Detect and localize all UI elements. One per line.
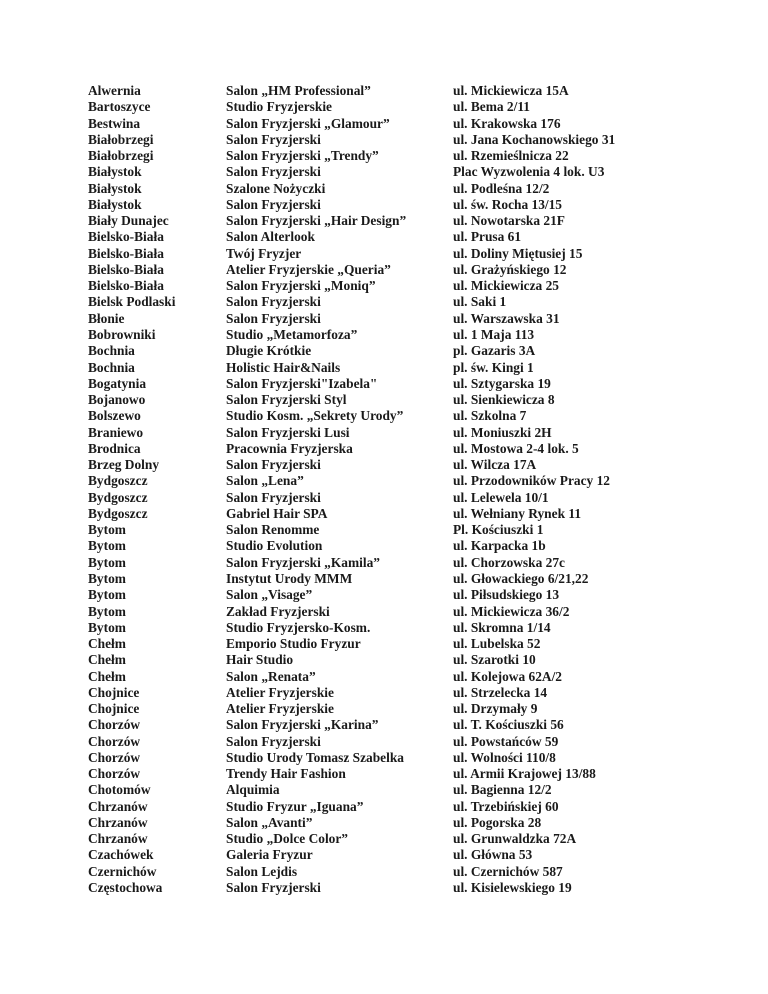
table-row [88, 473, 728, 489]
table-row [88, 392, 728, 408]
salon-name-cell: Studio Urody Tomasz Szabelka [226, 749, 404, 765]
address-cell: ul. Karpacka 1b [453, 538, 546, 554]
address-cell: ul. Wełniany Rynek 11 [453, 505, 582, 521]
city-cell: Chorzów [88, 733, 141, 749]
address-cell: ul. Wilcza 17A [453, 457, 537, 473]
salon-name-cell: Salon Fryzjerski „Hair Design” [226, 213, 407, 229]
table-row [88, 441, 728, 457]
salon-name-cell: Salon Fryzjerski „Karina” [226, 717, 379, 733]
salon-directory-table [88, 83, 728, 896]
address-cell: ul. Chorzowska 27c [453, 554, 565, 570]
salon-name-cell: Salon Fryzjerski Styl [226, 392, 347, 408]
city-cell: Bielsko-Biała [88, 245, 164, 261]
salon-name-cell: Salon „HM Professional” [226, 83, 371, 98]
address-cell: pl. św. Kingi 1 [453, 359, 534, 375]
table-row [88, 408, 728, 424]
salon-name-cell: Salon „Lena” [226, 473, 304, 489]
address-cell: ul. Nowotarska 21F [453, 213, 565, 229]
table-row [88, 717, 728, 733]
city-cell: Bydgoszcz [88, 473, 148, 489]
address-cell: ul. Czernichów 587 [453, 863, 563, 879]
city-cell: Chorzów [88, 749, 141, 765]
city-cell: Białystok [88, 180, 142, 196]
address-cell: ul. Armii Krajowej 13/88 [453, 766, 596, 782]
salon-name-cell: Salon Fryzjerski [226, 164, 321, 180]
address-cell: ul. Bema 2/11 [453, 99, 531, 115]
table-row [88, 555, 728, 571]
table-row [88, 229, 728, 245]
table-row [88, 457, 728, 473]
salon-name-cell: Salon Fryzjerski „Trendy” [226, 148, 379, 164]
salon-name-cell: Studio Kosm. „Sekrety Urody” [226, 408, 404, 424]
table-row [88, 197, 728, 213]
table-row [88, 132, 728, 148]
table-row [88, 181, 728, 197]
table-row [88, 99, 728, 115]
salon-name-cell: Zakład Fryzjerski [226, 603, 330, 619]
address-cell: ul. Sztygarska 19 [453, 375, 551, 391]
city-cell: Biały Dunajec [88, 213, 169, 229]
address-cell: ul. Piłsudskiego 13 [453, 587, 560, 603]
salon-name-cell: Salon Fryzjerski [226, 733, 321, 749]
table-row [88, 880, 728, 896]
city-cell: Bochnia [88, 343, 135, 359]
city-cell: Chorzów [88, 766, 141, 782]
address-cell: ul. Skromna 1/14 [453, 619, 551, 635]
table-row [88, 701, 728, 717]
address-cell: ul. Warszawska 31 [453, 310, 560, 326]
address-cell: ul. Krakowska 176 [453, 115, 561, 131]
salon-name-cell: Szalone Nożyczki [226, 180, 326, 196]
address-cell: ul. Główna 53 [453, 847, 533, 863]
city-cell: Bielsko-Biała [88, 278, 164, 294]
city-cell: Chojnice [88, 701, 140, 717]
salon-name-cell: Salon Fryzjerski Lusi [226, 424, 350, 440]
table-row [88, 864, 728, 880]
salon-name-cell: Trendy Hair Fashion [226, 766, 346, 782]
salon-name-cell: Salon „Avanti” [226, 814, 313, 830]
salon-name-cell: Salon Fryzjerski [226, 310, 321, 326]
table-row [88, 799, 728, 815]
address-cell: ul. Grunwaldzka 72A [453, 831, 577, 847]
address-cell: ul. Pogorska 28 [453, 814, 542, 830]
address-cell: ul. Moniuszki 2H [453, 424, 552, 440]
salon-name-cell: Salon Fryzjerski [226, 880, 321, 896]
address-cell: Pl. Kościuszki 1 [453, 522, 544, 538]
address-cell: ul. Szarotki 10 [453, 652, 536, 668]
salon-name-cell: Salon Alterlook [226, 229, 315, 245]
salon-name-cell: Atelier Fryzjerskie [226, 701, 334, 717]
city-cell: Bestwina [88, 115, 141, 131]
salon-name-cell: Studio „Metamorfoza” [226, 326, 358, 342]
address-cell: ul. Sienkiewicza 8 [453, 392, 555, 408]
address-cell: ul. Drzymały 9 [453, 701, 538, 717]
table-row [88, 831, 728, 847]
table-row [88, 213, 728, 229]
address-cell: ul. Doliny Miętusiej 15 [453, 245, 583, 261]
table-row [88, 360, 728, 376]
city-cell: Chrzanów [88, 831, 148, 847]
table-row [88, 278, 728, 294]
salon-name-cell: Salon Fryzjerski [226, 294, 321, 310]
table-row [88, 766, 728, 782]
city-cell: Chrzanów [88, 814, 148, 830]
salon-name-cell: Twój Fryzjer [226, 245, 302, 261]
salon-name-cell: Salon „Visage” [226, 587, 313, 603]
city-cell: Bielsko-Biała [88, 229, 164, 245]
table-row [88, 343, 728, 359]
table-row [88, 636, 728, 652]
salon-name-cell: Salon „Renata” [226, 668, 316, 684]
city-cell: Białystok [88, 164, 142, 180]
salon-name-cell: Salon Fryzjerski [226, 457, 321, 473]
table-row [88, 246, 728, 262]
city-cell: Bochnia [88, 359, 135, 375]
address-cell: ul. 1 Maja 113 [453, 326, 535, 342]
city-cell: Bydgoszcz [88, 505, 148, 521]
city-cell: Chojnice [88, 684, 140, 700]
city-cell: Błonie [88, 310, 125, 326]
salon-name-cell: Alquimia [226, 782, 280, 798]
salon-name-cell: Salon Lejdis [226, 863, 298, 879]
table-row [88, 490, 728, 506]
table-row [88, 847, 728, 863]
address-cell: ul. Szkolna 7 [453, 408, 527, 424]
city-cell: Chrzanów [88, 798, 148, 814]
city-cell: Alwernia [88, 83, 141, 98]
salon-name-cell: Salon Fryzjerski [226, 489, 321, 505]
table-row [88, 522, 728, 538]
address-cell: ul. św. Rocha 13/15 [453, 196, 563, 212]
address-cell: ul. Głowackiego 6/21,22 [453, 570, 589, 586]
table-row [88, 262, 728, 278]
salon-name-cell: Długie Krótkie [226, 343, 312, 359]
city-cell: Bobrowniki [88, 326, 156, 342]
city-cell: Brzeg Dolny [88, 457, 160, 473]
salon-name-cell: Atelier Fryzjerskie [226, 684, 334, 700]
city-cell: Bogatynia [88, 375, 147, 391]
salon-name-cell: Gabriel Hair SPA [226, 505, 328, 521]
address-cell: ul. Mickiewicza 36/2 [453, 603, 570, 619]
address-cell: ul. Wolności 110/8 [453, 749, 556, 765]
table-row [88, 83, 728, 99]
table-row [88, 620, 728, 636]
salon-name-cell: Salon Fryzjerski „Kamila” [226, 554, 380, 570]
city-cell: Bolszewo [88, 408, 141, 424]
address-cell: ul. Bagienna 12/2 [453, 782, 552, 798]
address-cell: ul. Mostowa 2-4 lok. 5 [453, 440, 579, 456]
address-cell: ul. Lubelska 52 [453, 636, 541, 652]
city-cell: Braniewo [88, 424, 144, 440]
salon-name-cell: Salon Fryzjerski „Moniq” [226, 278, 376, 294]
city-cell: Chełm [88, 652, 126, 668]
salon-name-cell: Atelier Fryzjerskie „Queria” [226, 261, 391, 277]
salon-name-cell: Salon Fryzjerski [226, 196, 321, 212]
salon-name-cell: Salon Fryzjerski [226, 131, 321, 147]
city-cell: Chorzów [88, 717, 141, 733]
table-row [88, 327, 728, 343]
city-cell: Chełm [88, 668, 126, 684]
city-cell: Bytom [88, 522, 126, 538]
table-row [88, 604, 728, 620]
salon-name-cell: Studio Fryzur „Iguana” [226, 798, 364, 814]
salon-name-cell: Salon Fryzjerski"Izabela" [226, 375, 378, 391]
table-row [88, 506, 728, 522]
table-row [88, 148, 728, 164]
salon-name-cell: Studio Fryzjerskie [226, 99, 332, 115]
city-cell: Bielsko-Biała [88, 261, 164, 277]
city-cell: Bytom [88, 554, 126, 570]
table-row [88, 571, 728, 587]
city-cell: Chełm [88, 636, 126, 652]
table-row [88, 376, 728, 392]
city-cell: Chotomów [88, 782, 151, 798]
city-cell: Brodnica [88, 440, 141, 456]
salon-name-cell: Studio Evolution [226, 538, 323, 554]
table-row [88, 669, 728, 685]
address-cell: ul. Saki 1 [453, 294, 507, 310]
address-cell: ul. Podleśna 12/2 [453, 180, 550, 196]
city-cell: Bytom [88, 570, 126, 586]
city-cell: Bielsk Podlaski [88, 294, 176, 310]
city-cell: Częstochowa [88, 880, 163, 896]
salon-name-cell: Holistic Hair&Nails [226, 359, 341, 375]
salon-name-cell: Galeria Fryzur [226, 847, 313, 863]
table-row [88, 116, 728, 132]
salon-name-cell: Pracownia Fryzjerska [226, 440, 353, 456]
table-row [88, 734, 728, 750]
table-row [88, 587, 728, 603]
salon-name-cell: Salon Renomme [226, 522, 320, 538]
address-cell: ul. Lelewela 10/1 [453, 489, 549, 505]
address-cell: ul. Prusa 61 [453, 229, 522, 245]
salon-name-cell: Studio Fryzjersko-Kosm. [226, 619, 371, 635]
salon-name-cell: Hair Studio [226, 652, 294, 668]
salon-name-cell: Instytut Urody MMM [226, 570, 353, 586]
address-cell: ul. Mickiewicza 15A [453, 83, 569, 98]
address-cell: ul. Rzemieślnicza 22 [453, 148, 569, 164]
address-cell: ul. Grażyńskiego 12 [453, 261, 567, 277]
city-cell: Białobrzegi [88, 148, 154, 164]
table-row [88, 782, 728, 798]
city-cell: Bytom [88, 603, 126, 619]
address-cell: ul. Strzelecka 14 [453, 684, 548, 700]
table-row [88, 750, 728, 766]
city-cell: Bartoszyce [88, 99, 151, 115]
salon-name-cell: Salon Fryzjerski „Glamour” [226, 115, 390, 131]
table-row [88, 294, 728, 310]
table-row [88, 538, 728, 554]
city-cell: Czernichów [88, 863, 157, 879]
table-row [88, 685, 728, 701]
address-cell: ul. Jana Kochanowskiego 31 [453, 131, 616, 147]
salon-name-cell: Emporio Studio Fryzur [226, 636, 361, 652]
address-cell: ul. Trzebińskiej 60 [453, 798, 559, 814]
city-cell: Białobrzegi [88, 131, 154, 147]
city-cell: Bytom [88, 538, 126, 554]
address-cell: pl. Gazaris 3A [453, 343, 536, 359]
address-cell: ul. Powstańców 59 [453, 733, 559, 749]
address-cell: Plac Wyzwolenia 4 lok. U3 [453, 164, 605, 180]
address-cell: ul. Mickiewicza 25 [453, 278, 559, 294]
address-cell: ul. T. Kościuszki 56 [453, 717, 564, 733]
table-row [88, 652, 728, 668]
address-cell: ul. Kisielewskiego 19 [453, 880, 572, 896]
city-cell: Bydgoszcz [88, 489, 148, 505]
table-row [88, 425, 728, 441]
city-cell: Bojanowo [88, 392, 146, 408]
city-cell: Bytom [88, 619, 126, 635]
city-cell: Białystok [88, 196, 142, 212]
address-cell: ul. Kolejowa 62A/2 [453, 668, 562, 684]
table-row [88, 311, 728, 327]
city-cell: Bytom [88, 587, 126, 603]
table-row [88, 815, 728, 831]
city-cell: Czachówek [88, 847, 154, 863]
salon-name-cell: Studio „Dolce Color” [226, 831, 348, 847]
address-cell: ul. Przodowników Pracy 12 [453, 473, 610, 489]
table-row [88, 164, 728, 180]
